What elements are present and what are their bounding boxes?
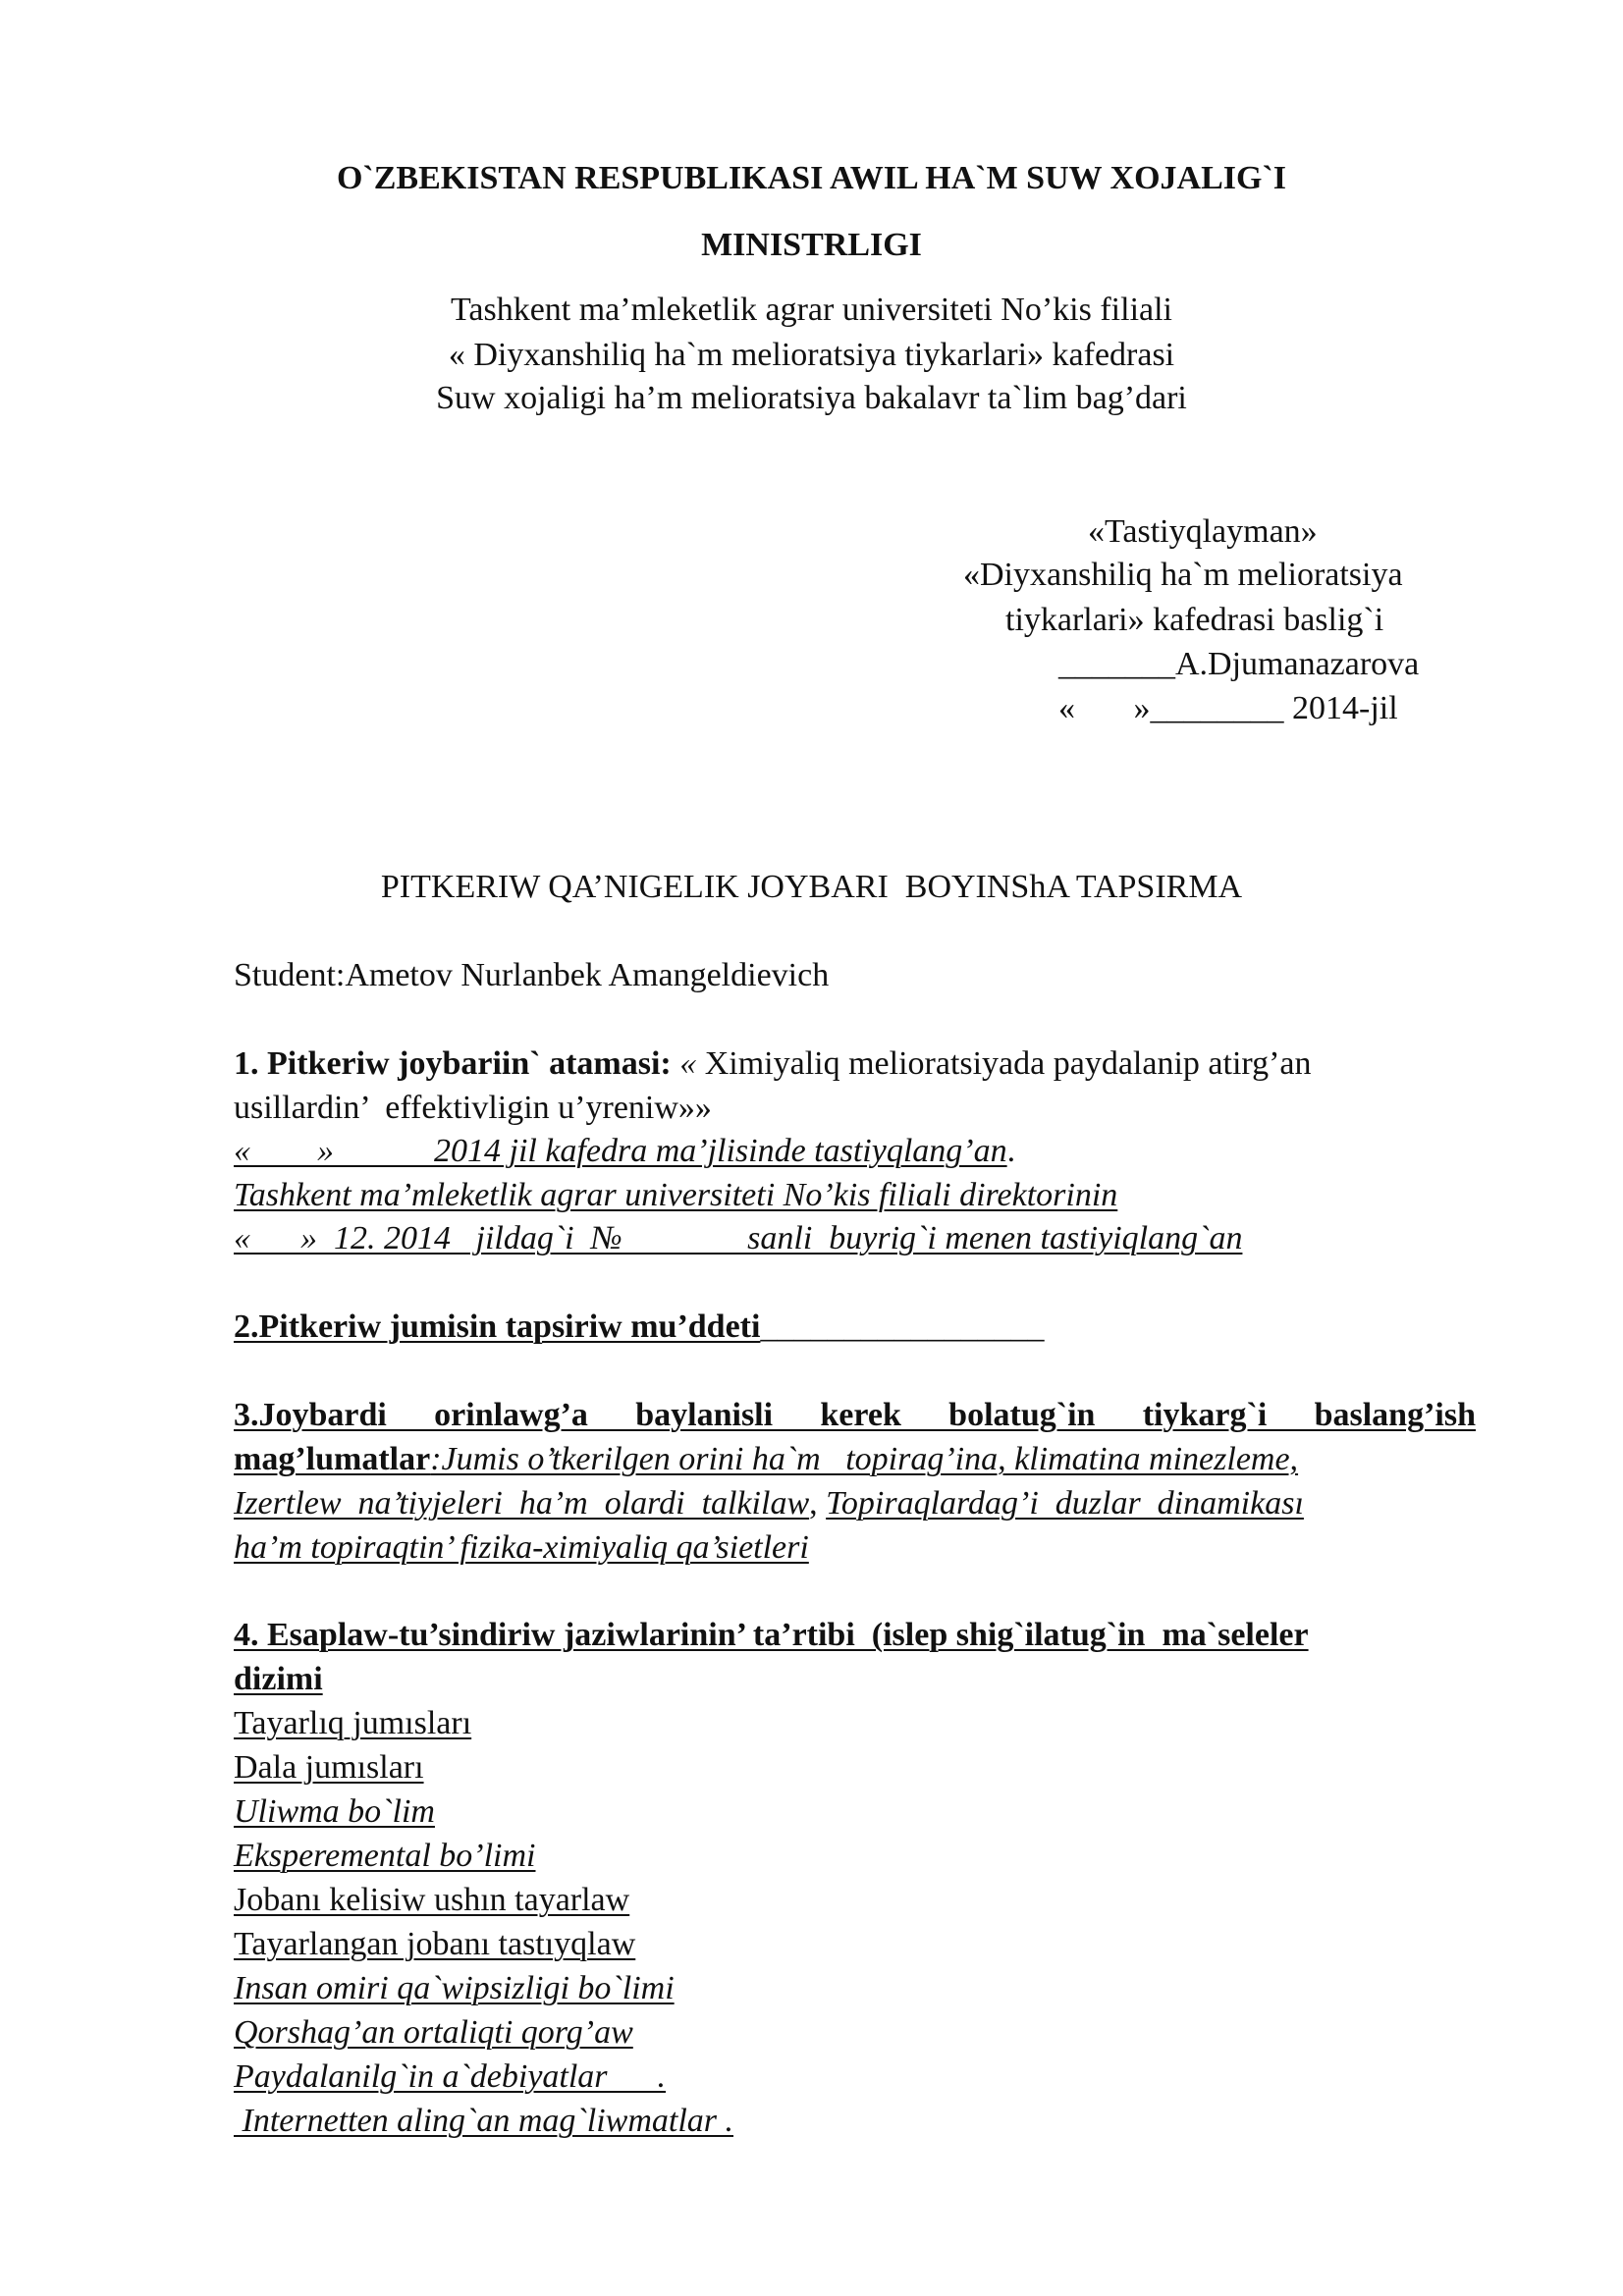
- section-1-department-approval-text: « » 2014 jil kafedra ma’jlisinde tastiyqlang’an: [234, 1133, 1007, 1169]
- section-2-label: 2.Pitkeriw jumisin tapsiriw mu’ddeti: [234, 1308, 761, 1345]
- section-4-item: Dala jumısları: [234, 1749, 424, 1786]
- section-3-data-text-2b: Topiraqlardag’i duzlar dinamikası: [826, 1485, 1304, 1522]
- section-1-director-line: Tashkent ma’mleketlik agrar universiteti No’kis filiali direktorinin: [234, 1177, 1118, 1213]
- section-1-label: 1. Pitkeriw joybariin` atamasi:: [234, 1045, 672, 1082]
- section-4-item: Tayarlangan jobanı tastıyqlaw: [234, 1926, 636, 1962]
- section-2-deadline-line: [234, 1308, 1044, 1346]
- section-3-label-end: mag’lumatlar: [234, 1441, 431, 1477]
- university-name: Tashkent ma’mleketlik agrar universiteti No’kis filiali: [450, 292, 1173, 328]
- section-4-item: Uliwma bo`lim: [234, 1793, 435, 1830]
- section-1-quote-open: «: [671, 1045, 697, 1082]
- ministry-heading-line2: MINISTRLIGI: [701, 227, 922, 263]
- section-4-item: Jobanı kelisiw ushın tayarlaw: [234, 1882, 630, 1918]
- approval-line-3: tiykarlari» kafedrasi baslig`i: [1005, 602, 1384, 638]
- section-4-item: Paydalanilg`in a`debiyatlar .: [234, 2058, 667, 2095]
- section-1-topic-line: [234, 1044, 1312, 1083]
- section-3-data-text-2a: Izertlew na’tiyjeleri ha’m olardi talkilaw: [234, 1485, 810, 1522]
- section-3-separator: ,: [809, 1485, 827, 1522]
- section-4-label-line1: 4. Esaplaw-tu’sindiriw jaziwlarinin’ ta’rtibi (islep shig`ilatug`in ma`seleler: [234, 1617, 1309, 1653]
- section-3-line3: [234, 1484, 1304, 1522]
- section-1-topic-text-line2: usillardin’ effektivligin u’yreniw»»: [234, 1090, 712, 1126]
- section-4-item: Tayarlıq jumısları: [234, 1705, 472, 1741]
- student-line: Student:Ametov Nurlanbek Amangeldievich: [234, 957, 830, 993]
- section-2-blank: _________________: [760, 1308, 1045, 1345]
- section-3-label-line1: 3.Joybardi orinlawg’a baylanisli kerek bolatug`in tiykarg`i baslang’ish: [234, 1397, 1476, 1433]
- section-4-item: Eksperemental bo’limi: [234, 1838, 536, 1874]
- section-3-data-text-1: :Jumis o’tkerilgen orini ha`m topirag’ina, klimatina minezleme,: [430, 1441, 1299, 1477]
- section-4-item: Qorshag’an ortaliqti qorg’aw: [234, 2014, 633, 2051]
- section-4-item: Insan omiri qa`wipsizligi bo`limi: [234, 1970, 675, 2006]
- section-1-department-approval-period: .: [1006, 1133, 1016, 1169]
- section-1-order-line: « » 12. 2014 jildag`i № sanli buyrig`i menen tastiyiqlang`an: [234, 1220, 1243, 1256]
- section-1-topic-text: Ximiyaliq melioratsiyada paydalanip atirg’an: [696, 1045, 1312, 1082]
- section-3-line2: [234, 1440, 1298, 1478]
- department-name: « Diyxanshiliq ha`m melioratsiya tiykarlari» kafedrasi: [448, 337, 1175, 373]
- ministry-heading-line1: O`ZBEKISTAN RESPUBLIKASI AWIL HA`M SUW XOJALIG`I: [336, 160, 1286, 196]
- program-name: Suw xojaligi ha’m melioratsiya bakalavr ta`lim bag’dari: [436, 380, 1187, 416]
- section-1-department-approval: [234, 1132, 1015, 1170]
- section-4-item: Internetten aling`an mag`liwmatlar .: [234, 2103, 734, 2139]
- section-4-label-line2: dizimi: [234, 1661, 323, 1697]
- approval-date-line: « »________ 2014-jil: [1058, 690, 1398, 726]
- approval-line-1: «Tastiyqlayman»: [1088, 513, 1318, 550]
- approval-signature-line: _______A.Djumanazarova: [1058, 646, 1420, 682]
- approval-line-2: «Diyxanshiliq ha`m melioratsiya: [963, 557, 1403, 593]
- document-title: PITKERIW QA’NIGELIK JOYBARI BOYINShA TAPSIRMA: [380, 869, 1243, 905]
- section-3-data-text-3: ha’m topiraqtin’ fizika-ximiyaliq qa’sietleri: [234, 1529, 809, 1566]
